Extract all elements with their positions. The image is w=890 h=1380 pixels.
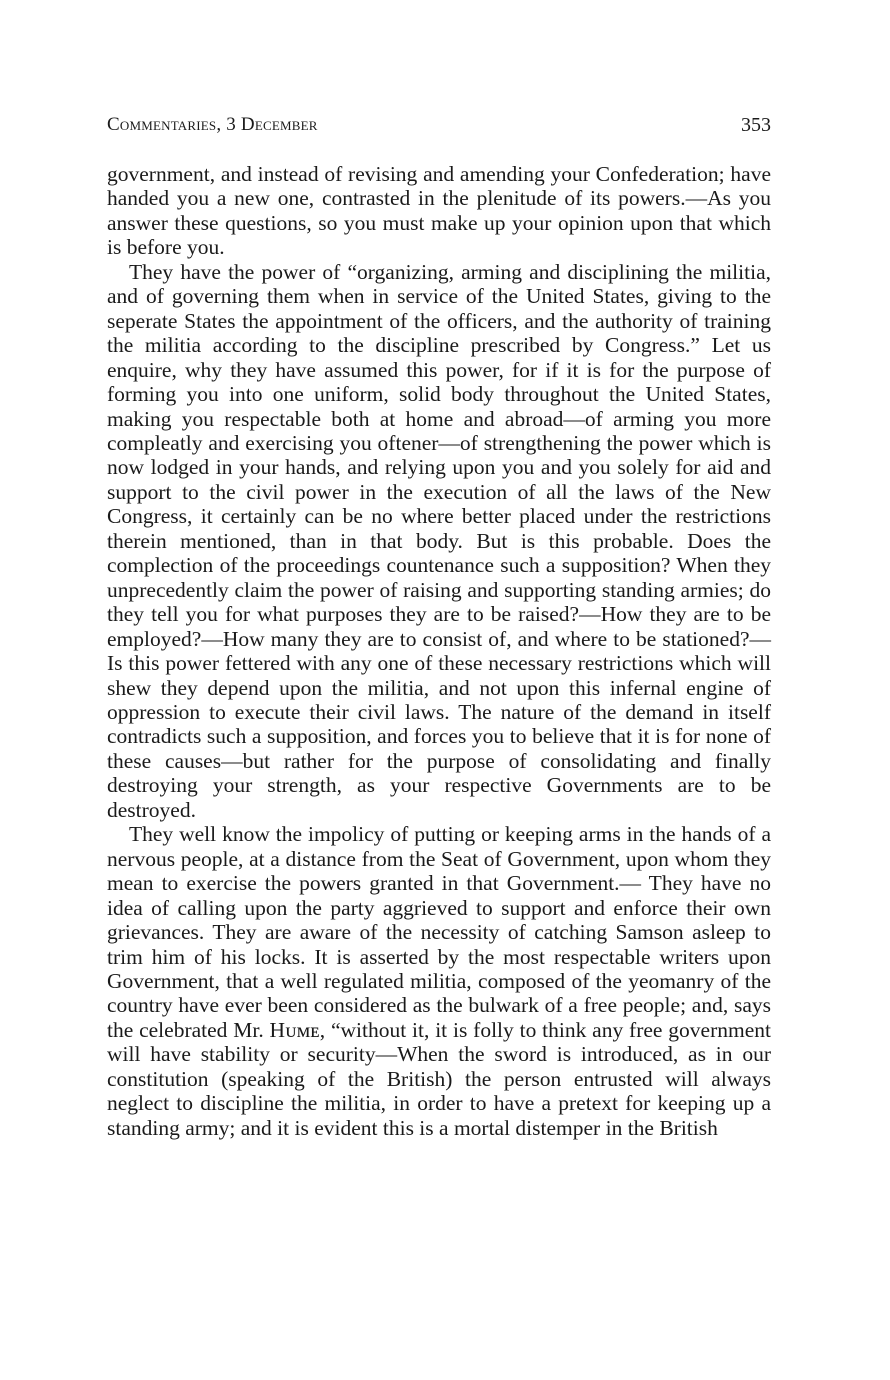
running-head (107, 114, 771, 142)
running-title: Commentaries, 3 December (107, 114, 318, 135)
paragraph: They well know the impolicy of putting or keeping arms in the hands of a nervous people, at a distance from the Seat of Government, upon whom they mean to exercise the powers granted in that Government.— They have no idea of calling upon the party aggrieved to support and enforce their own grievances. They are aware of the necessity of catching Samson asleep to trim him of his locks. It is asserted by the most respectable writers upon Government, that a well regulated militia, composed of the yeomanry of the country have ever been considered as the bulwark of a free people; and, says the celebrated Mr. Hᴜᴍᴇ, “without it, it is folly to think any free government will have stability or security—When the sword is introduced, as in our constitution (speaking of the British) the person entrusted will always neglect to discipline the militia, in order to have a pretext for keeping up a standing army; and it is evident this is a mortal distemper in the British (107, 822, 771, 1140)
body-text (107, 162, 771, 1140)
paragraph: They have the power of “organizing, arming and disciplining the militia, and of governing them when in service of the United States, giving to the seperate States the appointment of the officers, and the authority of training the militia according to the discipline prescribed by Congress.” Let us enquire, why they have assumed this power, for if it is for the purpose of forming you into one uniform, solid body throughout the United States, making you respectable both at home and abroad—of arming you more compleatly and exercising you oftener—of strengthening the power which is now lodged in your hands, and relying upon you and you solely for aid and support to the civil power in the execution of all the laws of the New Congress, it certainly can be no where better placed under the restrictions therein mentioned, than in that body. But is this probable. Does the complection of the proceedings countenance such a supposition? When they unprecedently claim the power of raising and supporting standing armies; do they tell you for what purposes they are to be raised?—How they are to be employed?—How many they are to consist of, and where to be stationed?—Is this power fettered with any one of these necessary restrictions which will shew they depend upon the militia, and not upon this infernal engine of oppression to execute their civil laws. The nature of the demand in itself contradicts such a supposition, and forces you to believe that it is for none of these causes—but rather for the purpose of consolidating and finally destroying your strength, as your respective Governments are to be destroyed. (107, 259, 771, 822)
paragraph: government, and instead of revising and amending your Confederation; have handed you a new one, contrasted in the plenitude of its powers.—As you answer these questions, so you must make up your opinion upon that which is before you. (107, 162, 771, 260)
page-number: 353 (741, 114, 771, 136)
